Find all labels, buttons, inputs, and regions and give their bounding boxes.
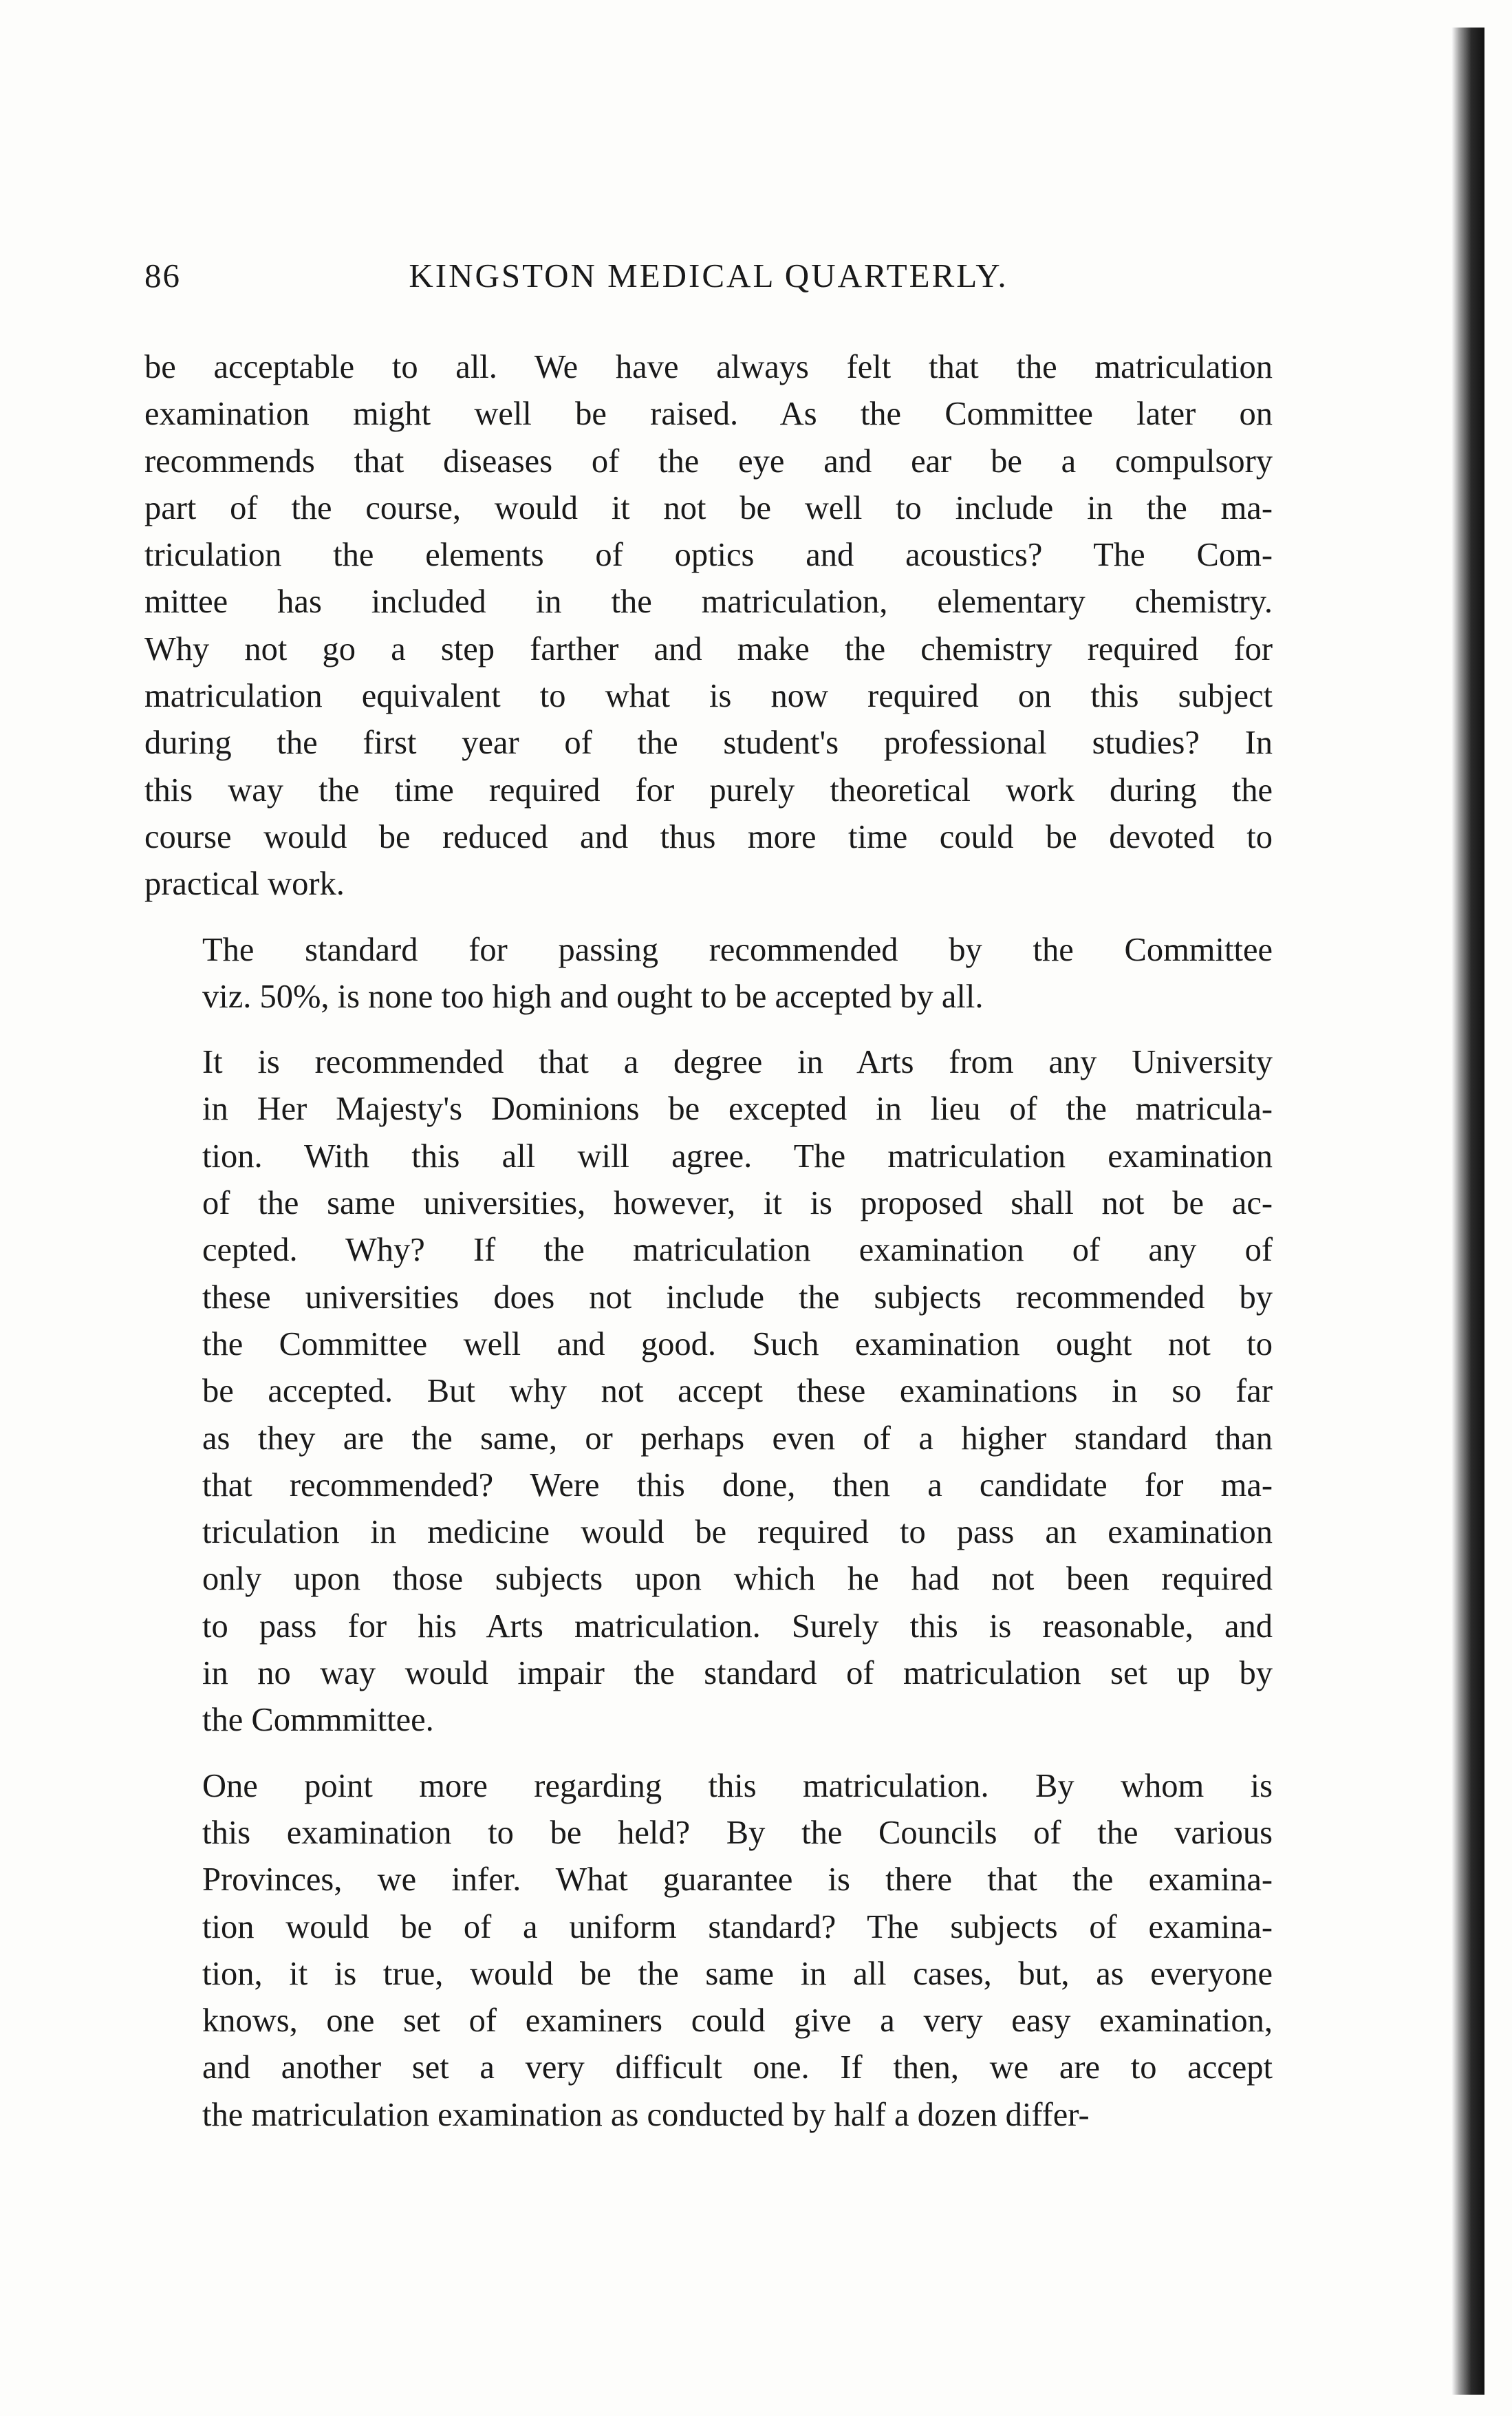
- text-line: as they are the same, or perhaps even of a higher standard than: [202, 1420, 1273, 1457]
- text-line: tion would be of a uniform standard? The subjects of examina-: [202, 1908, 1273, 1945]
- paragraph: [144, 1763, 1273, 2139]
- text-line: Provinces, we infer. What guarantee is there that the examina-: [202, 1861, 1273, 1899]
- page-number: 86: [144, 257, 181, 295]
- text-line: course would be reduced and thus more time could be devoted to: [144, 818, 1273, 855]
- text-line: matriculation equivalent to what is now required on this subject: [144, 678, 1273, 715]
- text-line: cepted. Why? If the matriculation examination of any of: [202, 1232, 1273, 1269]
- text-line: this way the time required for purely theoretical work during the: [144, 771, 1273, 809]
- text-line: in no way would impair the standard of matriculation set up by: [202, 1655, 1273, 1692]
- text-line: Why not go a step farther and make the chemistry required for: [144, 630, 1273, 667]
- paragraph: [144, 927, 1273, 1021]
- text-line: be acceptable to all. We have always felt that the matriculation: [144, 349, 1273, 385]
- text-line: in Her Majesty's Dominions be excepted in lieu of the matricula-: [202, 1091, 1273, 1128]
- text-line: only upon those subjects upon which he had not been required: [202, 1561, 1273, 1598]
- text-line: triculation in medicine would be required to pass an examination: [202, 1514, 1273, 1551]
- text-line: tion. With this all will agree. The matriculation examination: [202, 1137, 1273, 1175]
- text-line: One point more regarding this matriculation. By whom is: [202, 1767, 1273, 1804]
- text-line: viz. 50%, is none too high and ought to be accepted by all.: [202, 978, 984, 1015]
- text-line: that recommended? Were this done, then a candidate for ma-: [202, 1466, 1273, 1504]
- article-body: [144, 344, 1273, 2157]
- paragraph: [144, 344, 1273, 908]
- text-line: knows, one set of examiners could give a very easy examination,: [202, 2002, 1273, 2040]
- text-line: and another set a very difficult one. If then, we are to accept: [202, 2049, 1273, 2086]
- binding-edge: [1429, 0, 1512, 2416]
- text-line: practical work.: [144, 866, 345, 903]
- text-line: the Committee well and good. Such examination ought not to: [202, 1325, 1273, 1362]
- text-line: part of the course, would it not be well to include in the ma-: [144, 489, 1273, 526]
- text-line: examination might well be raised. As the Committee later on: [144, 396, 1273, 433]
- text-line: mittee has included in the matriculation, elementary chemistry.: [144, 584, 1273, 621]
- running-title: KINGSTON MEDICAL QUARTERLY.: [409, 257, 1008, 295]
- text-line: tion, it is true, would be the same in all cases, but, as everyone: [202, 1955, 1273, 1992]
- text-line: The standard for passing recommended by the Committee: [202, 931, 1273, 968]
- text-line: this examination to be held? By the Councils of the various: [202, 1814, 1273, 1851]
- binding-shadow: [1451, 28, 1484, 2395]
- text-line: during the first year of the student's professional studies? In: [144, 725, 1273, 762]
- paragraph: [144, 1039, 1273, 1744]
- text-line: be accepted. But why not accept these examinations in so far: [202, 1373, 1273, 1410]
- text-line: the Commmittee.: [202, 1702, 434, 1739]
- text-line: these universities does not include the subjects recommended by: [202, 1279, 1273, 1316]
- text-line: It is recommended that a degree in Arts from any University: [202, 1044, 1273, 1081]
- text-line: of the same universities, however, it is proposed shall not be ac-: [202, 1185, 1273, 1222]
- text-line: recommends that diseases of the eye and ear be a compulsory: [144, 442, 1273, 480]
- page-header: [144, 256, 1273, 304]
- text-line: triculation the elements of optics and acoustics? The Com-: [144, 537, 1273, 574]
- text-line: to pass for his Arts matriculation. Surely this is reasonable, and: [202, 1607, 1273, 1645]
- text-line: the matriculation examination as conducted by half a dozen differ-: [202, 2096, 1090, 2133]
